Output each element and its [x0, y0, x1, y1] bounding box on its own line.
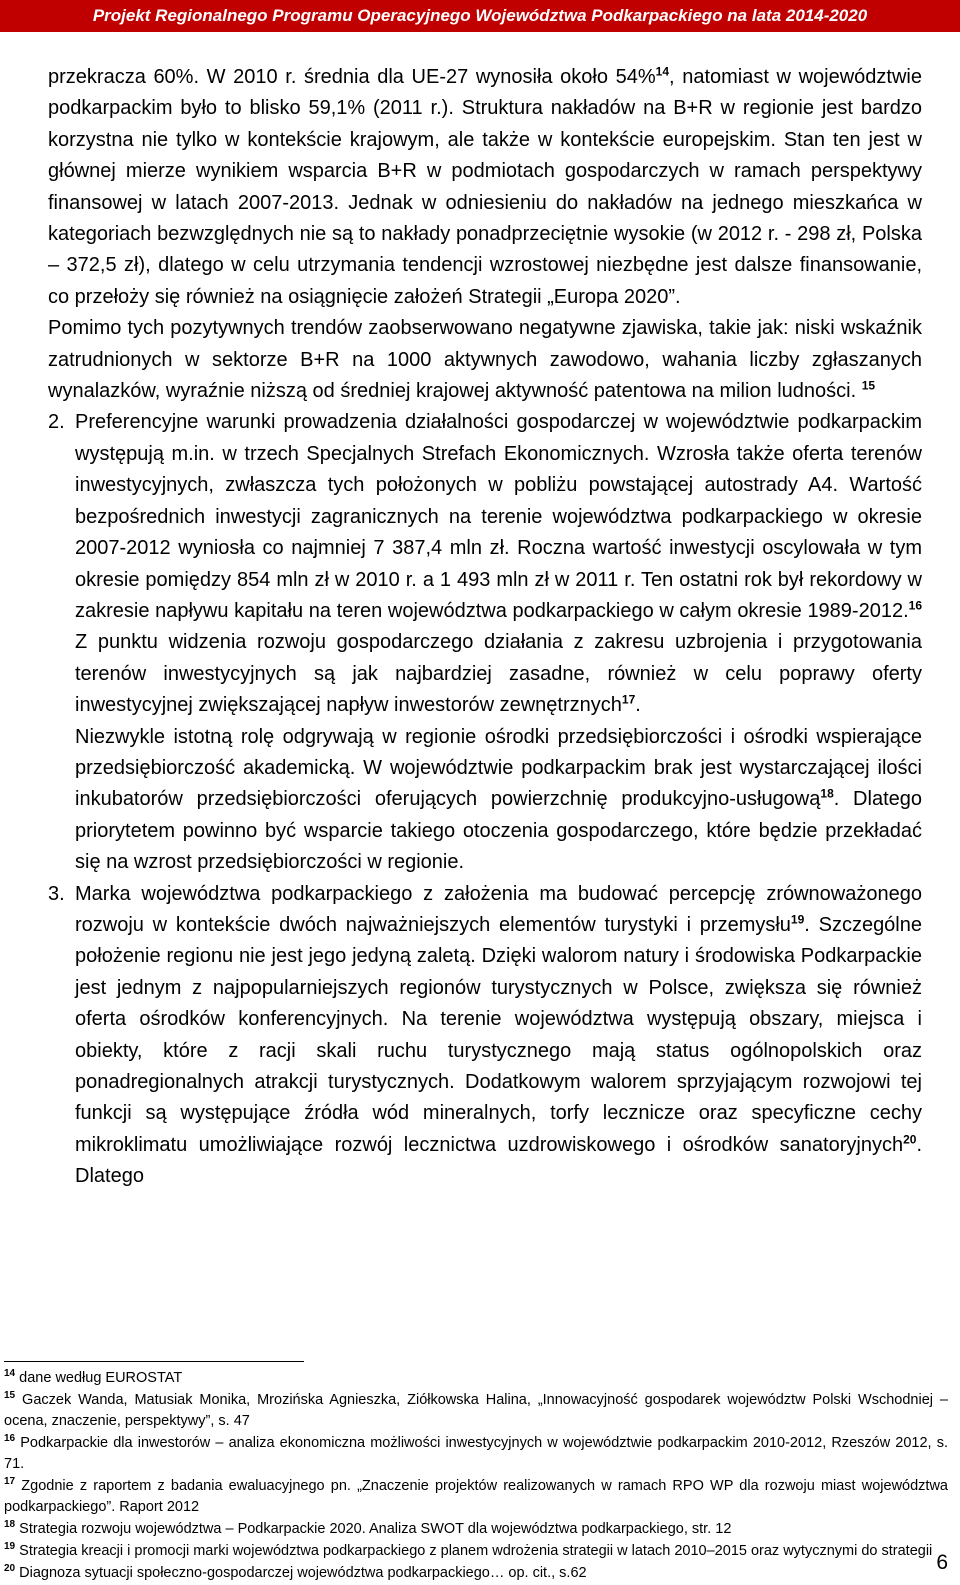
- footnote-15: $^{15}$ Gaczek Wanda, Matusiak Monika, Mrozińska Agnieszka, Ziółkowska Halina, „Innowacyjność gospodarek województw Polski Wschodniej – ocena, znaczenie, perspektywy”, s. 47: [4, 1390, 948, 1429]
- footnote-ref-18[interactable]: 18: [820, 786, 834, 801]
- list-number-3: 3.: [48, 882, 65, 905]
- paragraph-brand: Marka województwa podkarpackiego z założenia ma budować percepcję zrównoważonego rozwoju w kontekście dwóch najważniejszych elementów turystyki i przemysłu$^{19}$. Szczególne położenie regionu nie jest jego jedyną zaletą. Dzięki walorom natury i środowiska Podkarpackie jest jednym z najpopularniejszych regionów turystycznych w Polsce, zwiększa się również oferta ośrodków konferencyjnych. Na terenie województwa występują obszary, miejsca i obiekty, które z racji skali ruchu turystycznego mają status ogólnopolskich oraz ponadregionalnych atrakcji turystycznych. Dodatkowym walorem sprzyjającym rozwojowi tej funkcji są występujące źródła wód mineralnych, torfy lecznicze oraz specyficzne cechy mikroklimatu umożliwiające rozwój lecznictwa uzdrowiskowego i ośrodków sanatoryjnych$^{20}$. Dlatego: [75, 882, 922, 1188]
- list-item-3: [48, 879, 922, 1193]
- footnote-19: $^{19}$ Strategia kreacji i promocji marki województwa podkarpackiego z planem wdrożenia strategii w latach 2010–2015 oraz wytycznymi do strategii: [4, 1541, 933, 1559]
- footnote-16: $^{16}$ Podkarpackie dla inwestorów – analiza ekonomiczna możliwości inwestycyjnych w województwie podkarpackim 2010-2012, Rzeszów 2012, s. 71.: [4, 1433, 948, 1472]
- footnote-18: $^{18}$ Strategia rozwoju województwa – Podkarpackie 2020. Analiza SWOT dla województwa podkarpackiego, str. 12: [4, 1519, 732, 1537]
- list-number-2: 2.: [48, 411, 65, 434]
- footnote-separator: [4, 1361, 304, 1362]
- footnote-ref-19[interactable]: 19: [790, 912, 805, 927]
- footnote-20: $^{20}$ Diagnoza sytuacji społeczno-gospodarczej województwa podkarpackiego… op. cit., s.62: [4, 1563, 587, 1581]
- page-header: Projekt Regionalnego Programu Operacyjnego Województwa Podkarpackiego na lata 2014-2020: [0, 0, 960, 32]
- paragraph-rd-structure: przekracza 60%. W 2010 r. średnia dla UE-27 wynosiła około 54%$^{14}$, natomiast w województwie podkarpackim było to blisko 59,1% (2011 r.). Struktura nakładów na B+R w regionie jest bardzo korzystna nie tylko w kontekście krajowym, ale także w kontekście europejskim. Stan ten jest w głównej mierze wynikiem wsparcia B+R w podmiotach gospodarczych w ramach perspektywy finansowej w latach 2007-2013. Jednak w odniesieniu do nakładów na jednego mieszkańca w kategoriach bezwzględnych nie są to nakłady ponadprzeciętnie wysokie (w 2012 r. - 298 zł, Polska – 372,5 zł), dlatego w celu utrzymania tendencji wzrostowej niezbędne jest dalsze finansowanie, co przełoży się również na osiągnięcie założeń Strategii „Europa 2020”.: [48, 64, 922, 308]
- page-number: 6: [936, 1551, 948, 1574]
- paragraph-entrepreneurship: Niezwykle istotną rolę odgrywają w regionie ośrodki przedsiębiorczości i ośrodki wspierające przedsiębiorczość akademicką. W województwie podkarpackim brak jest wystarczającej ilości inkubatorów przedsiębiorczości oferujących powierzchnię produkcyjno-usługową$^{18}$. Dlatego priorytetem powinno być wsparcie takiego otoczenia gospodarczego, które będzie przekładać się na wzrost przedsiębiorczości w regionie.: [75, 725, 922, 874]
- footnotes: [4, 1368, 948, 1585]
- footnote-ref-15[interactable]: 15: [861, 378, 876, 393]
- footnote-17: $^{17}$ Zgodnie z raportem z badania ewaluacyjnego pn. „Znaczenie projektów realizowanych w ramach RPO WP dla rozwoju miast województwa podkarpackiego”. Raport 2012: [4, 1476, 948, 1515]
- footnote-ref-17[interactable]: 17: [621, 692, 636, 707]
- footnote-ref-14[interactable]: 14: [655, 64, 670, 79]
- paragraph-negative-trends: Pomimo tych pozytywnych trendów zaobserwowano negatywne zjawiska, takie jak: niski wskaźnik zatrudnionych w sektorze B+R na 1000 aktywnych zawodowo, wahania liczby zgłaszanych wynalazków, wyraźnie niższą od średniej krajowej aktywność patentowa na milion ludności. $^{15}$: [48, 317, 922, 403]
- document-body: [48, 62, 922, 1193]
- list-item-2: [48, 407, 922, 878]
- footnote-ref-20[interactable]: 20: [903, 1132, 917, 1147]
- paragraph-investment: Preferencyjne warunki prowadzenia działalności gospodarczej w województwie podkarpackim występują m.in. w trzech Specjalnych Strefach Ekonomicznych. Wzrosła także oferta terenów inwestycyjnych, zwłaszcza tych położonych w pobliżu powstającej autostrady A4. Wartość bezpośrednich inwestycji zagranicznych na terenie województwa podkarpackiego w okresie 2007-2012 wyniosła co najmniej 7 387,4 mln zł. Roczna wartość inwestycji oscylowała w tym okresie pomiędzy 854 mln zł w 2010 r. a 1 493 mln zł w 2011 r. Ten ostatni rok był rekordowy w zakresie napływu kapitału na teren województwa podkarpackiego w całym okresie 1989-2012.16 Z punktu widzenia rozwoju gospodarczego działania z zakresu uzbrojenia i przygotowania terenów inwestycyjnych są jak najbardziej zasadne, również w celu poprawy oferty inwestycyjnej zwiększającej napływ inwestorów zewnętrznych$^{17}$.: [75, 411, 922, 717]
- footnote-ref-16[interactable]: 16: [908, 598, 922, 613]
- footnote-14: $^{14}$ dane według EUROSTAT: [4, 1368, 183, 1386]
